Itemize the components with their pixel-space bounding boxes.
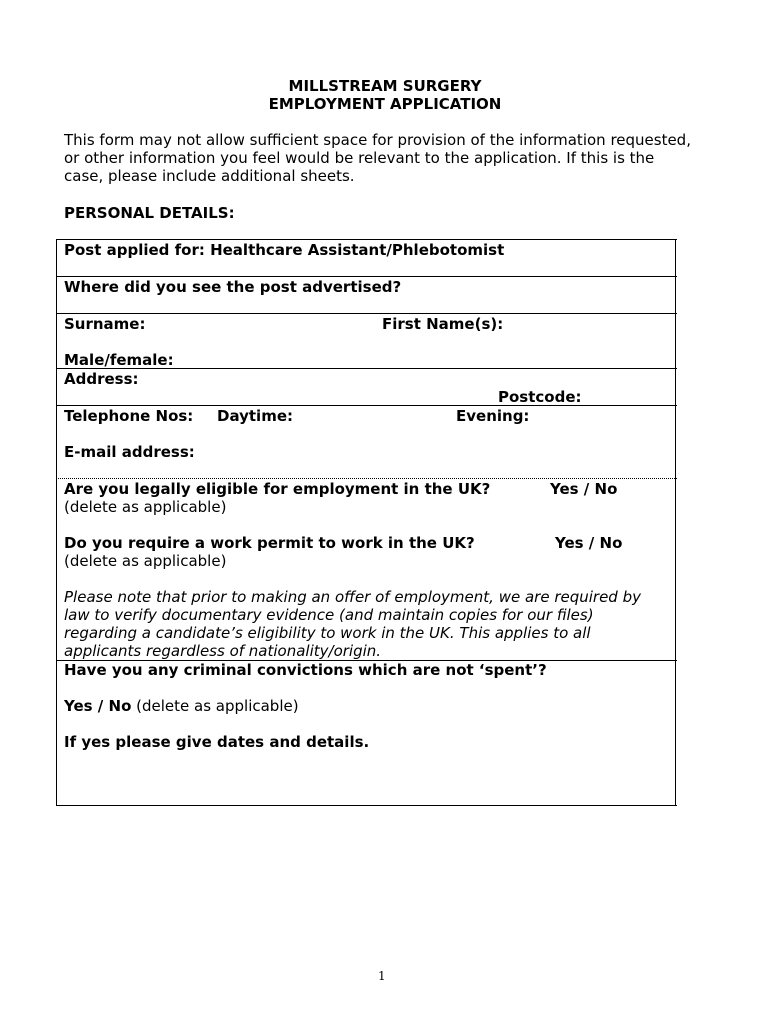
verify-note-line-1: Please note that prior to making an offer of employment, we are required by <box>64 588 641 606</box>
post-applied-label[interactable]: Post applied for: Healthcare Assistant/Phlebotomist <box>64 241 505 259</box>
criminal-answer-line <box>64 697 299 715</box>
intro-line-3: case, please include additional sheets. <box>64 167 355 185</box>
advertised-label[interactable]: Where did you see the post advertised? <box>64 278 402 296</box>
criminal-yes-no[interactable]: Yes / No <box>64 697 132 715</box>
table-rule <box>56 239 677 240</box>
table-rule <box>56 805 677 806</box>
verify-note-line-4: applicants regardless of nationality/origin. <box>64 642 382 660</box>
permit-note: (delete as applicable) <box>64 552 227 570</box>
eligible-note: (delete as applicable) <box>64 498 227 516</box>
section-heading: PERSONAL DETAILS: <box>64 204 235 222</box>
criminal-details-label[interactable]: If yes please give dates and details. <box>64 733 370 751</box>
page-number: 1 <box>378 969 386 983</box>
intro-line-2: or other information you feel would be relevant to the application. If this is the <box>64 149 655 167</box>
email-label[interactable]: E-mail address: <box>64 443 195 461</box>
permit-question: Do you require a work permit to work in the UK? <box>64 534 475 552</box>
form-title: EMPLOYMENT APPLICATION <box>268 95 502 113</box>
permit-yes-no[interactable]: Yes / No <box>555 534 623 552</box>
evening-label[interactable]: Evening: <box>456 407 530 425</box>
gender-label[interactable]: Male/female: <box>64 351 174 369</box>
org-name: MILLSTREAM SURGERY <box>288 77 482 95</box>
personal-details-table <box>56 239 676 806</box>
postcode-label[interactable]: Postcode: <box>498 388 582 406</box>
table-rule <box>56 405 677 406</box>
surname-label[interactable]: Surname: <box>64 315 146 333</box>
table-rule-dotted <box>56 478 677 479</box>
verify-note-line-2: law to verify documentary evidence (and maintain copies for our files) <box>64 606 594 624</box>
telephone-label: Telephone Nos: <box>64 407 194 425</box>
criminal-question: Have you any criminal convictions which are not ‘spent’? <box>64 661 547 679</box>
verify-note-line-3: regarding a candidate’s eligibility to work in the UK. This applies to all <box>64 624 591 642</box>
intro-line-1: This form may not allow sufficient space for provision of the information requested, <box>64 131 691 149</box>
first-names-label[interactable]: First Name(s): <box>382 315 504 333</box>
criminal-note: (delete as applicable) <box>131 697 299 715</box>
address-label[interactable]: Address: <box>64 370 139 388</box>
daytime-label[interactable]: Daytime: <box>217 407 294 425</box>
table-rule <box>56 276 677 277</box>
eligible-yes-no[interactable]: Yes / No <box>550 480 618 498</box>
table-rule <box>56 313 677 314</box>
eligible-question: Are you legally eligible for employment in the UK? <box>64 480 491 498</box>
